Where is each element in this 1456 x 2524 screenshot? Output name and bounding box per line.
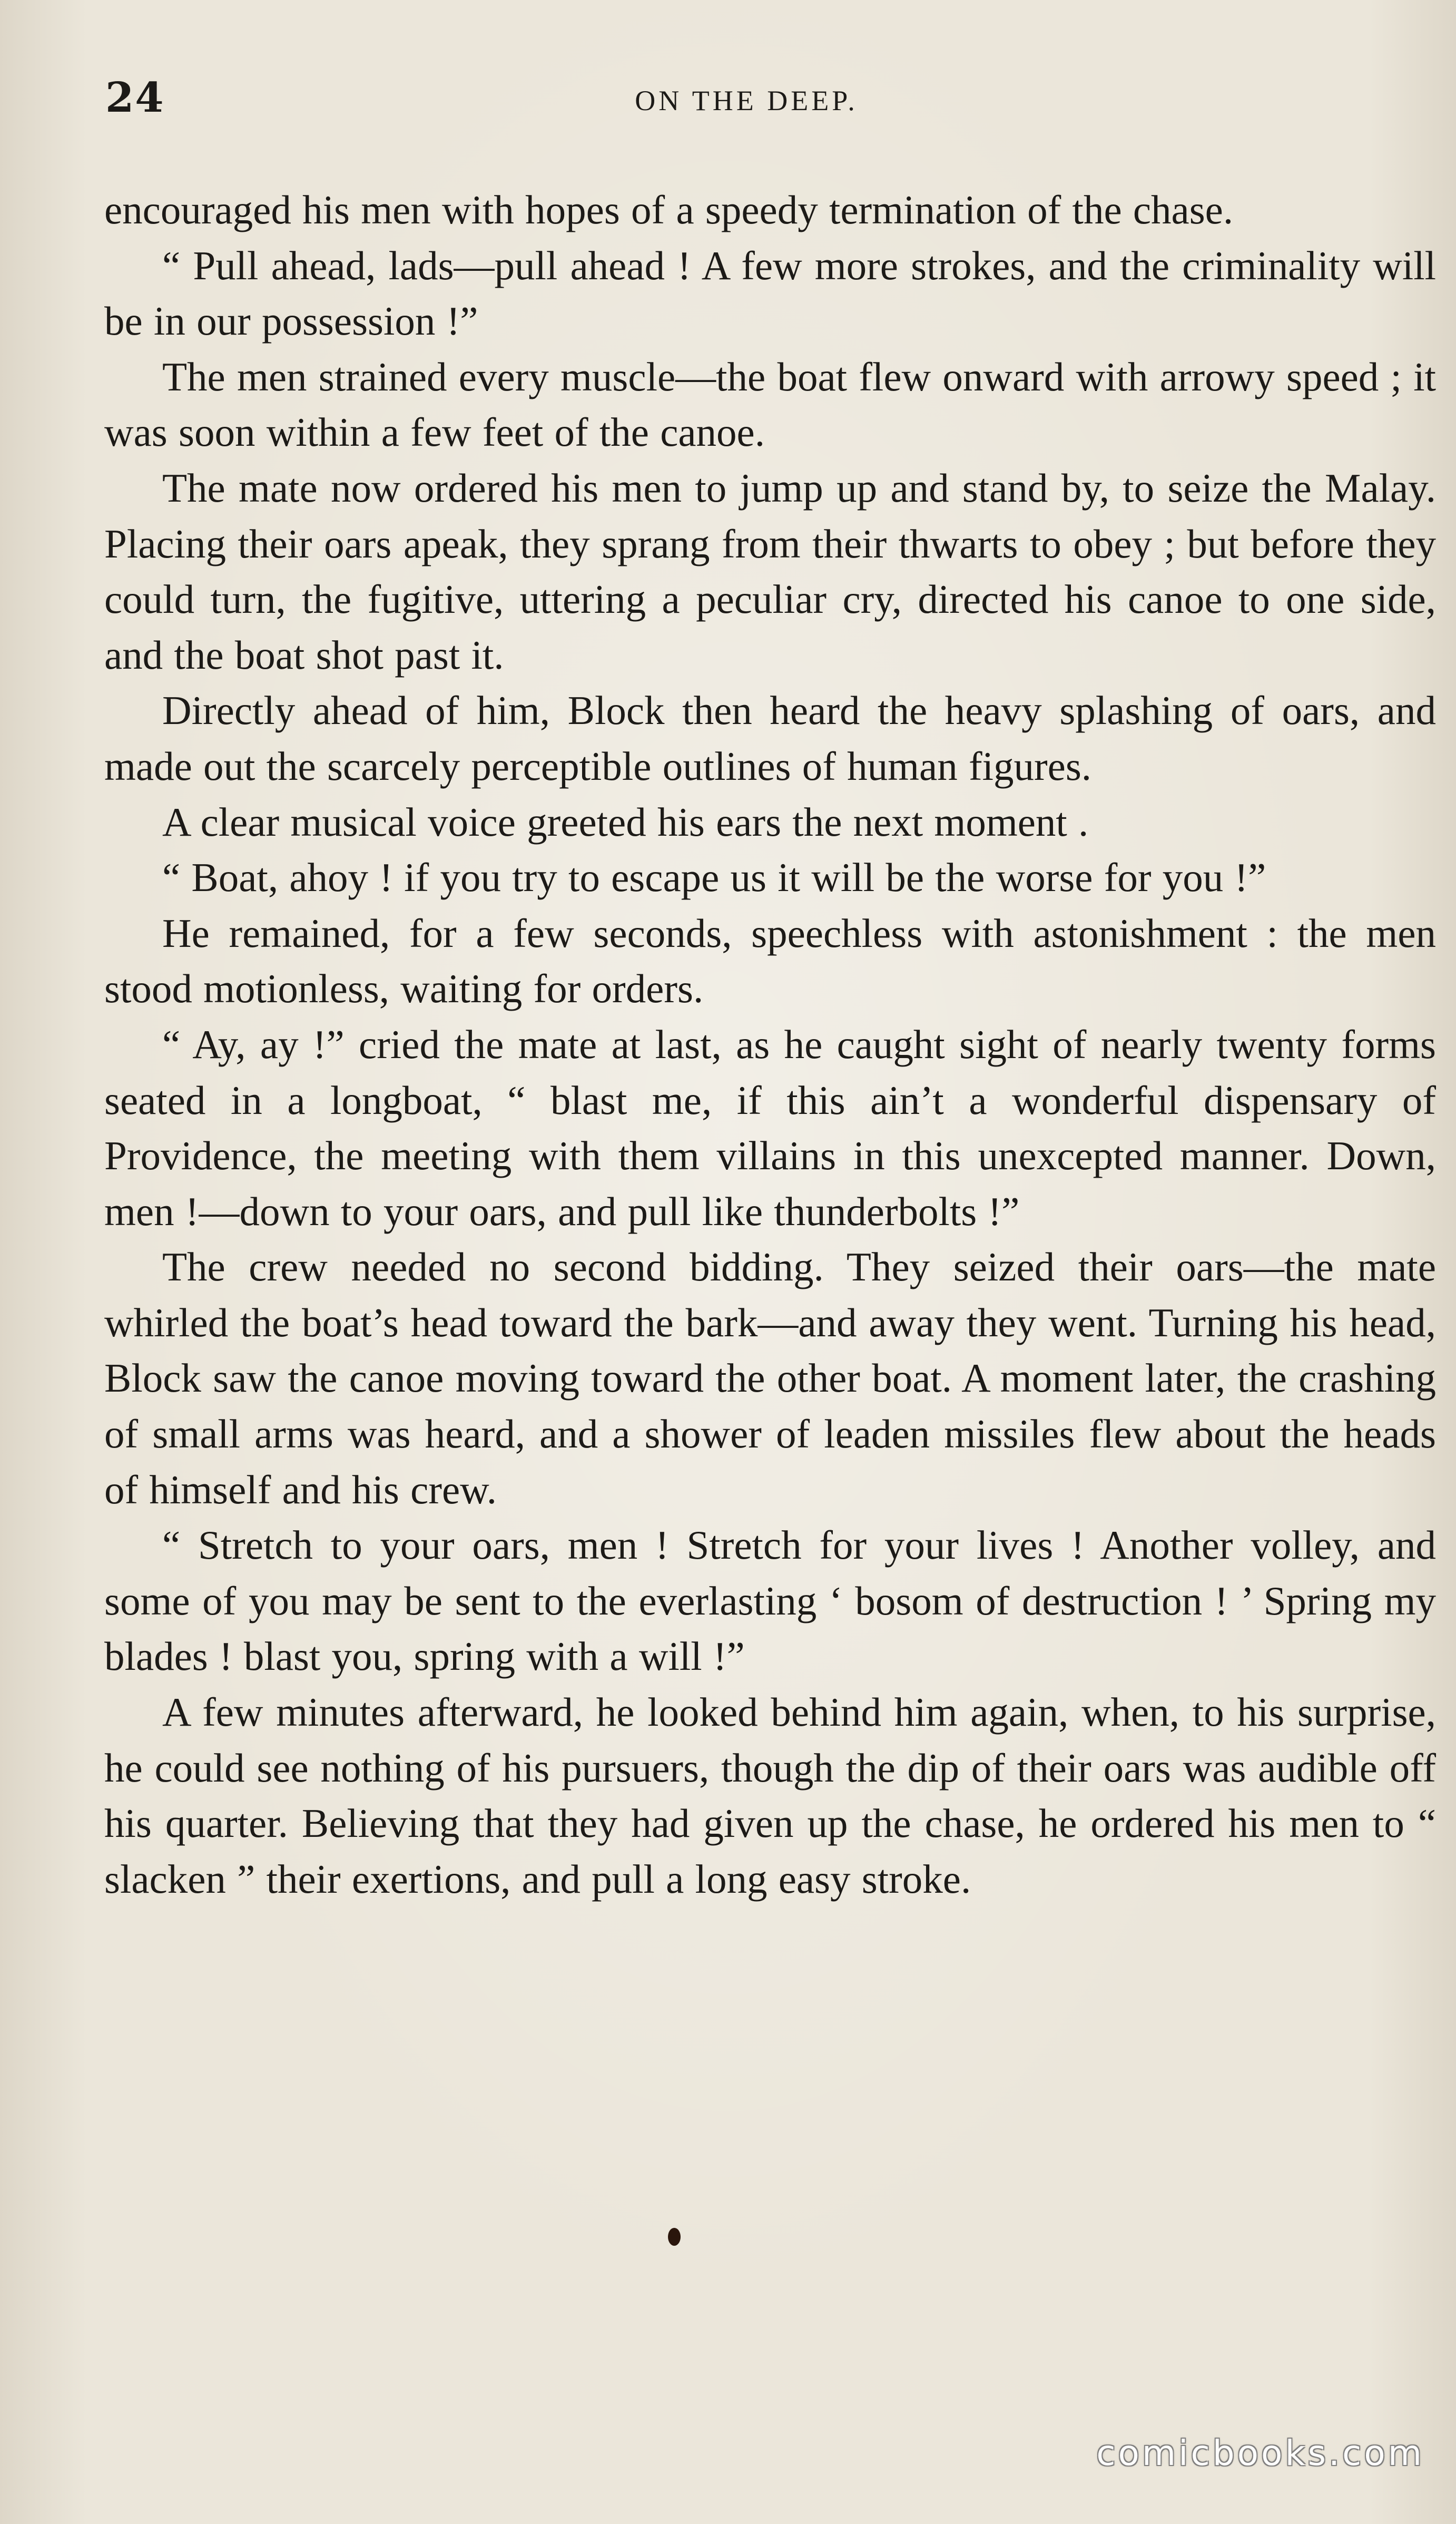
paragraph-10: The crew needed no second bidding. They seized their oars—the mate whirled the boat’s head toward the bark—and away they went. Turning his head, Block saw the canoe moving toward the other boat. A moment later, the crashing of small arms was heard, and a shower of leaden missiles flew about the heads of himself and his crew. xyxy=(104,1244,1436,1512)
running-head: ON THE DEEP. xyxy=(635,85,858,116)
watermark: comicbooks.com xyxy=(1096,2433,1424,2473)
paragraph-9: “ Ay, ay !” cried the mate at last, as he caught sight of nearly twenty forms seated in a longboat, “ blast me, if this ain’t a wonderful dispensary of Providence, the meeting with them villains in this unexcepted manner. Down, men !—down to your oars, and pull like thunderbolts !” xyxy=(104,1021,1436,1234)
page-number: 24 xyxy=(105,74,165,122)
paragraph-3: The men strained every muscle—the boat flew onward with arrowy speed ; it was soon within a few feet of the canoe. xyxy=(104,354,1436,455)
paragraph-2: “ Pull ahead, lads—pull ahead ! A few more strokes, and the criminality will be in our possession !” xyxy=(104,242,1436,344)
paragraph-1: encouraged his men with hopes of a speedy termination of the chase. xyxy=(104,187,1234,232)
paragraph-5: Directly ahead of him, Block then heard the heavy splashing of oars, and made out the scarcely perceptible outlines of human figures. xyxy=(104,688,1436,789)
page-header xyxy=(105,74,1388,132)
paragraph-7: “ Boat, ahoy ! if you try to escape us it will be the worse for you !” xyxy=(162,855,1266,901)
body-text xyxy=(104,182,1436,1907)
ink-blot xyxy=(668,2228,681,2246)
paragraph-4: The mate now ordered his men to jump up and stand by, to seize the Malay. Placing their oars apeak, they sprang from their thwarts to obey ; but before they could turn, the fugitive, uttering a peculiar cry, directed his canoe to one side, and the boat shot past it. xyxy=(104,465,1436,678)
paragraph-8: He remained, for a few seconds, speechless with astonishment : the men stood motionless, waiting for orders. xyxy=(104,910,1436,1012)
paragraph-11: “ Stretch to your oars, men ! Stretch for your lives ! Another volley, and some of you may be sent to the everlasting ‘ bosom of destruction ! ’ Spring my blades ! blast you, spring with a will !” xyxy=(104,1522,1436,1679)
paragraph-12: A few minutes afterward, he looked behind him again, when, to his surprise, he could see nothing of his pursuers, though the dip of their oars was audible off his quarter. Believing that they had given up the chase, he ordered his men to “ slacken ” their exertions, and pull a long easy stroke. xyxy=(104,1689,1436,1902)
paragraph-6: A clear musical voice greeted his ears the next moment . xyxy=(162,799,1089,845)
